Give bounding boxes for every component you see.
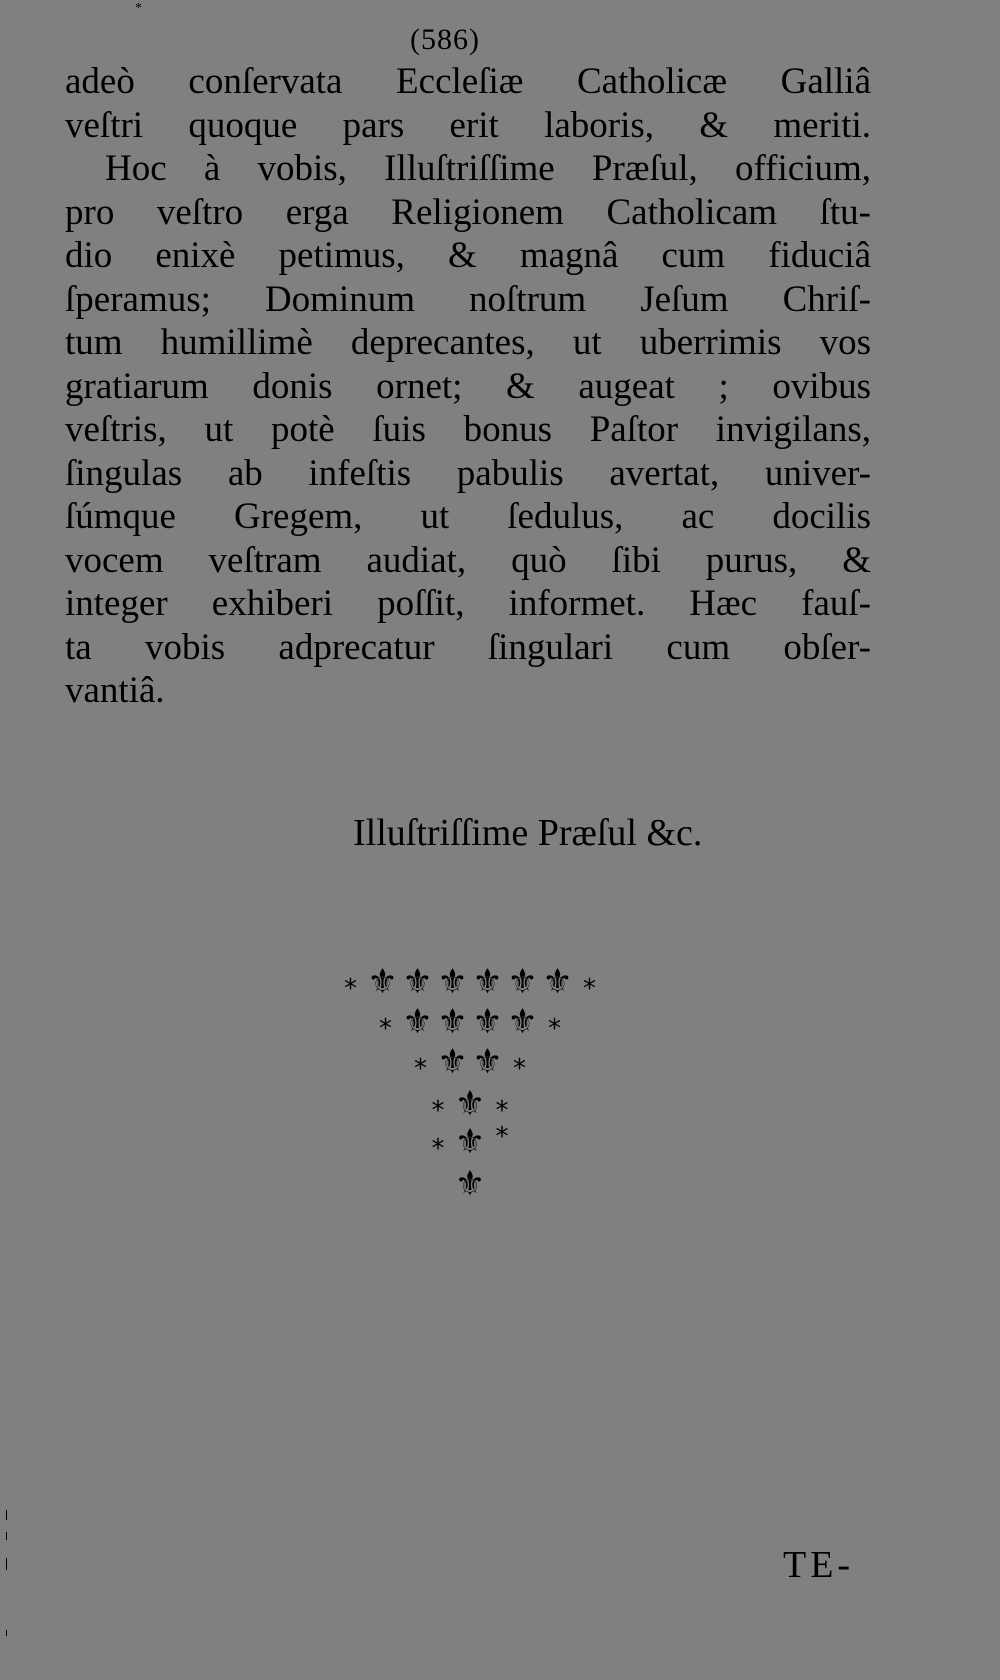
- asterisk-icon: *: [379, 1014, 392, 1044]
- text-line: vocem veſtram audiat, quò ſibi purus, &: [65, 539, 871, 581]
- asterisk-icon: *: [431, 1134, 445, 1164]
- asterisk-icon: *: [495, 1096, 509, 1126]
- text-line: tum humillimè deprecantes, ut uberrimis vos: [65, 322, 871, 363]
- text-line: ſperamus; Dominum noſtrum Jeſum Chriſ-: [65, 278, 871, 320]
- asterisk-icon: *: [431, 1096, 445, 1126]
- text-line: ta vobis adprecatur ſingulari cum obſer-: [65, 626, 871, 668]
- asterisk-icon: *: [495, 1122, 509, 1152]
- asterisk-icon: *: [583, 974, 596, 1004]
- fleur-de-lis-icon: ⚜: [454, 1164, 486, 1204]
- text-line: integer exhiberi poſſit, informet. Hæc fauſ-: [65, 583, 871, 624]
- text-line: vantiâ.: [65, 670, 165, 711]
- fleur-de-lis-icon: ⚜: [402, 1002, 433, 1042]
- text-line: Hoc à vobis, Illuſtriſſime Præſul, officium,: [105, 148, 871, 189]
- catchword: TE-: [783, 1544, 855, 1586]
- fleur-de-lis-icon: ⚜: [472, 1002, 503, 1042]
- fleur-de-lis-icon: ⚜: [367, 962, 398, 1002]
- fleur-de-lis-icon: ⚜: [472, 962, 503, 1002]
- fleur-de-lis-icon: ⚜: [472, 1042, 503, 1082]
- closing-salutation: Illuſtriſſime Præſul &c.: [353, 812, 703, 854]
- text-line: pro veſtro erga Religionem Catholicam ſtu-: [65, 191, 871, 233]
- fleur-de-lis-icon: ⚜: [507, 962, 538, 1002]
- fleur-de-lis-icon: ⚜: [437, 1002, 468, 1042]
- text-line: veſtri quoque pars erit laboris, & meriti.: [65, 104, 871, 146]
- text-line: ſingulas ab infeſtis pabulis avertat, univer-: [65, 452, 871, 494]
- text-line: veſtris, ut potè ſuis bonus Paſtor invigilans,: [65, 409, 871, 450]
- text-line: adeò conſervata Eccleſiæ Catholicæ Galliâ: [65, 61, 871, 102]
- asterisk-icon: *: [344, 974, 357, 1004]
- body-paragraph: [65, 60, 871, 713]
- page-speck: *: [135, 1, 142, 16]
- fleur-de-lis-icon: ⚜: [454, 1084, 486, 1124]
- fleur-de-lis-ornament: [320, 955, 620, 1225]
- fleur-de-lis-icon: ⚜: [402, 962, 433, 1002]
- text-line: ſúmque Gregem, ut ſedulus, ac docilis: [65, 496, 871, 537]
- fleur-de-lis-icon: ⚜: [437, 962, 468, 1002]
- text-line: gratiarum donis ornet; & augeat ; ovibus: [65, 365, 871, 407]
- page-number: (586): [410, 23, 480, 56]
- asterisk-icon: *: [414, 1054, 427, 1084]
- margin-specks: [4, 1510, 10, 1680]
- fleur-de-lis-icon: ⚜: [507, 1002, 538, 1042]
- asterisk-icon: *: [548, 1014, 561, 1044]
- asterisk-icon: *: [513, 1054, 526, 1084]
- fleur-de-lis-icon: ⚜: [454, 1122, 486, 1162]
- text-line: dio enixè petimus, & magnâ cum fiduciâ: [65, 235, 871, 276]
- fleur-de-lis-icon: ⚜: [542, 962, 573, 1002]
- fleur-de-lis-icon: ⚜: [437, 1042, 468, 1082]
